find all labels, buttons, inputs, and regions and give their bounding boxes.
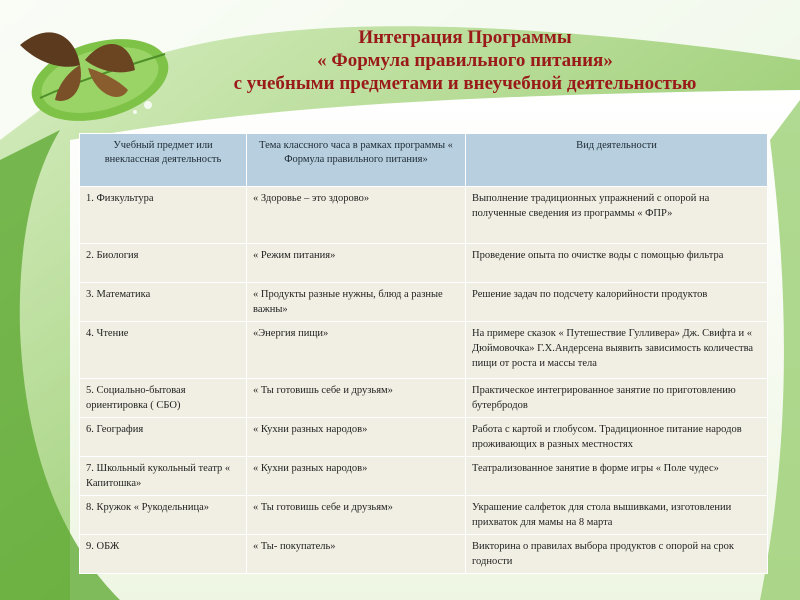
title-line-3: с учебными предметами и внеучебной деятельностью bbox=[233, 73, 697, 94]
cell-topic: « Ты готовишь себе и друзьям» bbox=[247, 496, 466, 535]
cell-activity: Решение задач по подсчету калорийности продуктов bbox=[466, 283, 768, 322]
cell-topic: « Режим питания» bbox=[247, 244, 466, 283]
cell-subject: 9. ОБЖ bbox=[80, 535, 247, 574]
cell-subject: 2. Биология bbox=[80, 244, 247, 283]
cell-topic: « Ты- покупатель» bbox=[247, 535, 466, 574]
title-line-1: Интеграция Программы bbox=[358, 27, 572, 48]
cell-topic: « Кухни разных народов» bbox=[247, 457, 466, 496]
table-row bbox=[80, 535, 768, 574]
table-row bbox=[80, 187, 768, 244]
cell-subject: 4. Чтение bbox=[80, 322, 247, 379]
cell-activity: Викторина о правилах выбора продуктов с опорой на срок годности bbox=[466, 535, 768, 574]
cell-topic: « Здоровье – это здорово» bbox=[247, 187, 466, 244]
cell-topic: «Энергия пищи» bbox=[247, 322, 466, 379]
cell-subject: 5. Социально-бытовая ориентировка ( СБО) bbox=[80, 379, 247, 418]
table-row bbox=[80, 379, 768, 418]
cell-activity: Выполнение традиционных упражнений с опорой на полученные сведения из программы « ФПР» bbox=[466, 187, 768, 244]
cell-activity: Проведение опыта по очистке воды с помощью фильтра bbox=[466, 244, 768, 283]
header-activity: Вид деятельности bbox=[466, 134, 768, 187]
table-header-row bbox=[80, 134, 768, 187]
cell-topic: « Ты готовишь себе и друзьям» bbox=[247, 379, 466, 418]
cell-activity: Украшение салфеток для стола вышивками, изготовлении прихваток для мамы на 8 марта bbox=[466, 496, 768, 535]
cell-subject: 6. География bbox=[80, 418, 247, 457]
cell-activity: Театрализованное занятие в форме игры « Поле чудес» bbox=[466, 457, 768, 496]
header-subject: Учебный предмет или внеклассная деятельность bbox=[80, 134, 247, 187]
table-row bbox=[80, 418, 768, 457]
cell-activity: Работа с картой и глобусом. Традиционное питание народов проживающих в разных местностях bbox=[466, 418, 768, 457]
integration-table bbox=[79, 133, 767, 574]
page-title bbox=[150, 26, 780, 95]
table-row bbox=[80, 496, 768, 535]
table-row bbox=[80, 283, 768, 322]
cell-topic: « Продукты разные нужны, блюд а разные важны» bbox=[247, 283, 466, 322]
table-row bbox=[80, 244, 768, 283]
header-topic: Тема классного часа в рамках программы « Формула правильного питания» bbox=[247, 134, 466, 187]
cell-subject: 1. Физкультура bbox=[80, 187, 247, 244]
cell-activity: На примере сказок « Путешествие Гулливера» Дж. Свифта и « Дюймовочка» Г.Х.Андерсена выявить зависимость количества пищи от роста и массы тела bbox=[466, 322, 768, 379]
cell-subject: 3. Математика bbox=[80, 283, 247, 322]
cell-subject: 8. Кружок « Рукодельница» bbox=[80, 496, 247, 535]
table-row bbox=[80, 322, 768, 379]
table-row bbox=[80, 457, 768, 496]
cell-topic: « Кухни разных народов» bbox=[247, 418, 466, 457]
cell-subject: 7. Школьный кукольный театр « Капитошка» bbox=[80, 457, 247, 496]
cell-activity: Практическое интегрированное занятие по приготовлению бутербродов bbox=[466, 379, 768, 418]
title-line-2: « Формула правильного питания» bbox=[317, 50, 613, 71]
